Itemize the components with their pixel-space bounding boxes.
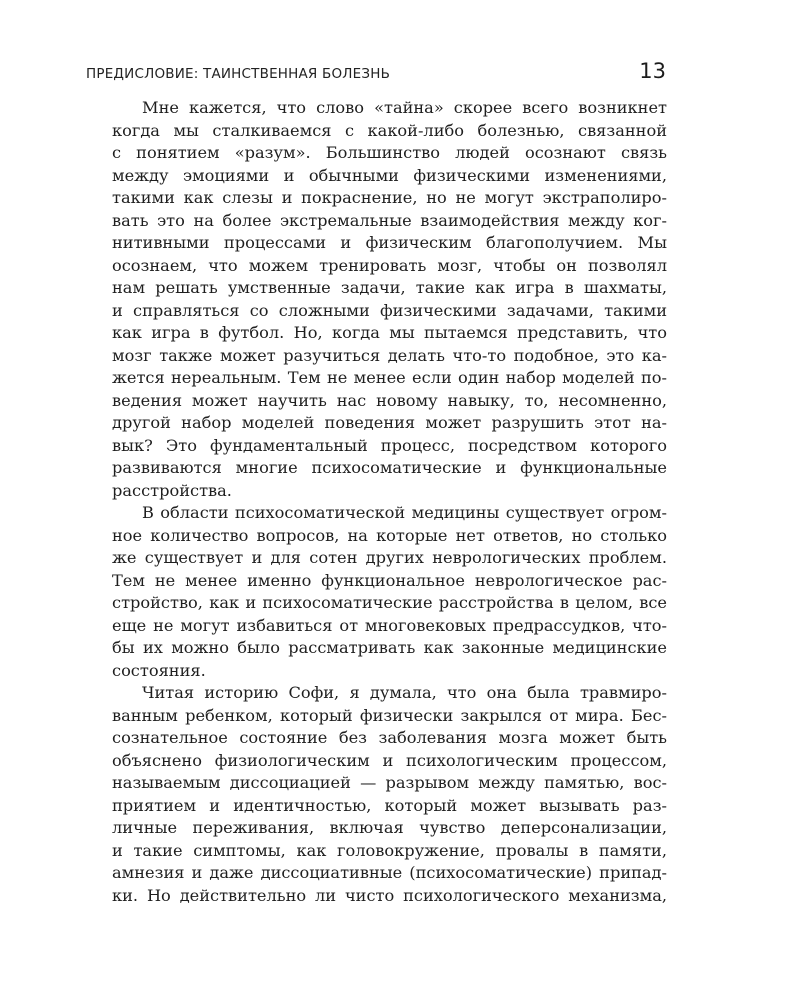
chapter-title: ПРЕДИСЛОВИЕ: ТАИНСТВЕННАЯ БОЛЕЗНЬ <box>86 66 391 82</box>
text-line: и такие симптомы, как головокружение, провалы в памяти, <box>112 840 667 860</box>
text-line: другой набор моделей поведения может разрушить этот на- <box>112 413 667 432</box>
text-line: как игра в футбол. Но, когда мы пытаемся представить, что <box>112 323 667 342</box>
text-line: расстройства. <box>112 480 232 500</box>
paragraph-3 <box>112 682 667 907</box>
text-line: В области психосоматической медицины существует огром- <box>142 503 667 522</box>
text-line: развиваются многие психосоматические и функциональные <box>112 458 667 477</box>
text-line: с понятием «разум». Большинство людей осознают связь <box>112 143 667 162</box>
text-line: вать это на более экстремальные взаимодействия между ког- <box>112 210 667 230</box>
text-line: сознательное состояние без заболевания мозга может быть <box>112 728 667 747</box>
text-line: между эмоциями и обычными физическими изменениями, <box>112 165 667 185</box>
page-number: 13 <box>639 59 666 83</box>
text-line: жется нереальным. Тем не менее если один набор моделей по- <box>112 368 667 387</box>
text-line: ведения может научить нас новому навыку, то, несомненно, <box>112 390 667 410</box>
body-text <box>112 97 667 907</box>
running-head <box>86 59 668 86</box>
text-line: и справляться со сложными физическими задачами, такими <box>112 300 667 320</box>
text-line: когда мы сталкиваемся с какой-либо болезнью, связанной <box>112 120 667 140</box>
text-line: Читая историю Софи, я думала, что она была травмиро- <box>142 683 667 702</box>
text-line: нам решать умственные задачи, такие как игра в шахматы, <box>112 278 667 297</box>
text-line: состояния. <box>112 660 206 680</box>
text-line: нитивными процессами и физическим благополучием. Мы <box>112 233 667 252</box>
text-line: еще не могут избавиться от многовековых предрассудков, что- <box>112 615 667 635</box>
text-line: личные переживания, включая чувство деперсонализации, <box>112 818 667 837</box>
text-line: Тем не менее именно функциональное неврологическое рас- <box>112 570 667 590</box>
text-line: Мне кажется, что слово «тайна» скорее всего возникнет <box>142 98 667 117</box>
text-line: амнезия и даже диссоциативные (психосоматические) припад- <box>112 863 667 882</box>
text-line: вык? Это фундаментальный процесс, посредством которого <box>112 435 667 455</box>
text-line: ки. Но действительно ли чисто психологического механизма, <box>112 885 667 905</box>
text-line: такими как слезы и покраснение, но не могут экстраполиро- <box>112 188 667 207</box>
paragraph-1 <box>112 97 667 502</box>
text-line: же существует и для сотен других неврологических проблем. <box>112 548 667 567</box>
text-line: ванным ребенком, который физически закрылся от мира. Бес- <box>112 705 667 725</box>
text-line: приятием и идентичностью, который может вызывать раз- <box>112 795 667 815</box>
text-line: стройство, как и психосоматические расстройства в целом, все <box>112 593 667 612</box>
text-line: осознаем, что можем тренировать мозг, чтобы он позволял <box>112 255 667 275</box>
paragraph-2 <box>112 502 667 682</box>
text-line: объяснено физиологическим и психологическим процессом, <box>112 750 667 770</box>
text-line: ное количество вопросов, на которые нет ответов, но столько <box>112 525 667 545</box>
text-line: называемым диссоциацией — разрывом между памятью, вос- <box>112 773 667 792</box>
text-line: бы их можно было рассматривать как законные медицинские <box>112 638 667 657</box>
text-line: мозг также может разучиться делать что-то подобное, это ка- <box>112 345 667 365</box>
